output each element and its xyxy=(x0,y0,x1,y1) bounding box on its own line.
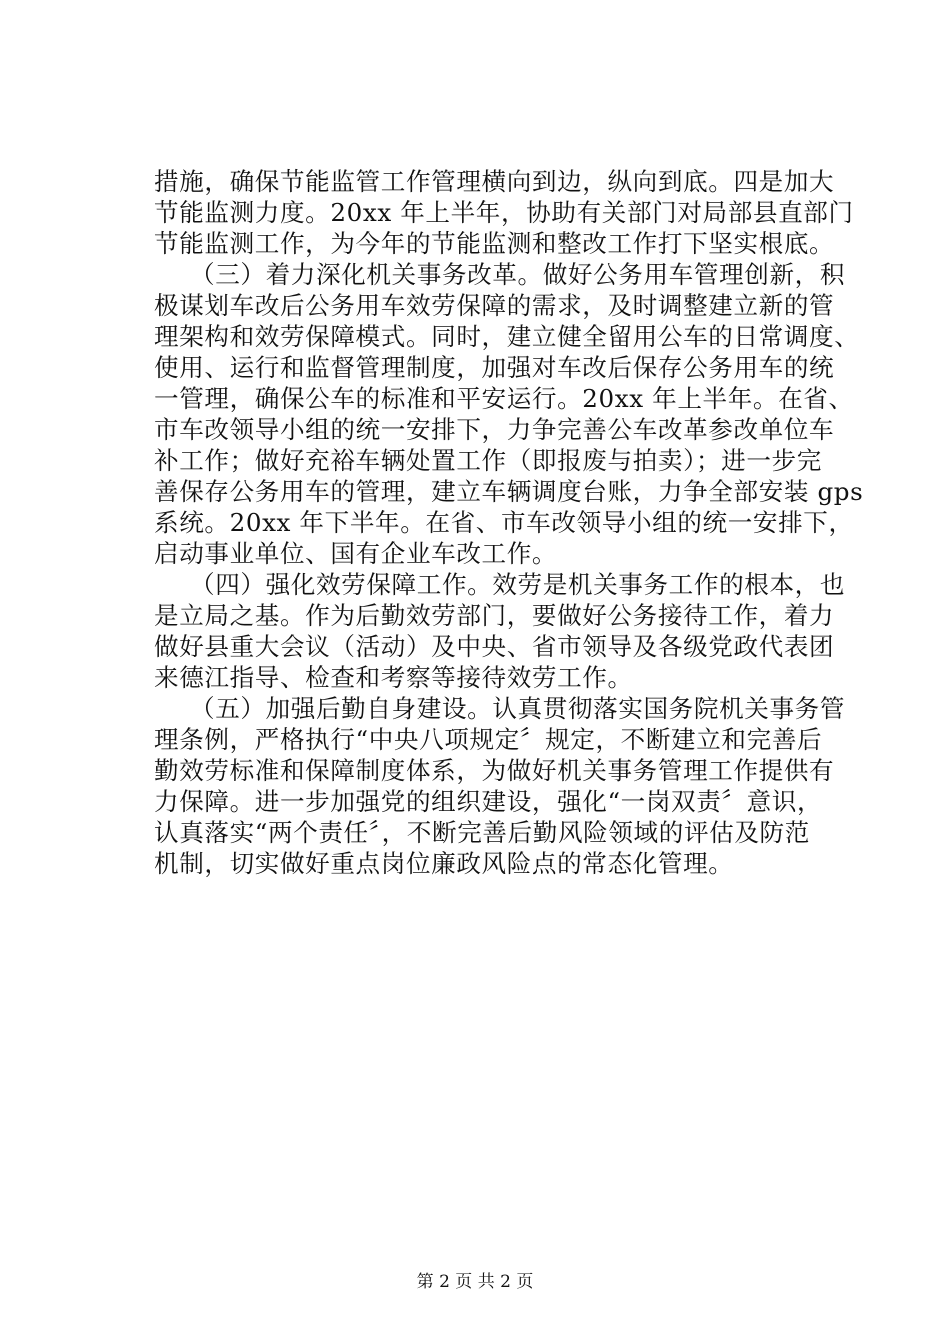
text-line: 使用、运行和监督管理制度，加强对车改后保存公务用车的统 xyxy=(154,353,835,382)
text-line: 补工作；做好充裕车辆处置工作（即报废与拍卖）；进一步完 xyxy=(154,446,822,475)
text-line: 力保障。进一步加强党的组织建设，强化“一岗双责〞意识， xyxy=(154,787,823,816)
text-line: 是立局之基。作为后勤效劳部门，要做好公务接待工作，着力 xyxy=(154,601,835,630)
text-line: 节能监测力度。20xx 年上半年，协助有关部门对局部县直部门 xyxy=(154,198,854,227)
text-line: 节能监测工作，为今年的节能监测和整改工作打下坚实根底。 xyxy=(154,229,835,258)
text-line: 来德江指导、检查和考察等接待效劳工作。 xyxy=(154,663,633,692)
page-number-footer: 第 2 页 共 2 页 xyxy=(416,1272,534,1292)
text-line: 勤效劳标准和保障制度体系，为做好机关事务管理工作提供有 xyxy=(154,756,835,785)
text-line: 启动事业单位、国有企业车改工作。 xyxy=(154,539,558,568)
section-five-heading-line: （五）加强后勤自身建设。认真贯彻落实国务院机关事务管 xyxy=(190,694,846,723)
text-line: 市车改领导小组的统一安排下，力争完善公车改革参改单位车 xyxy=(154,415,835,444)
text-line: 善保存公务用车的管理，建立车辆调度台账，力争全部安装 gps xyxy=(154,477,864,506)
section-four-heading-line: （四）强化效劳保障工作。效劳是机关事务工作的根本，也 xyxy=(190,570,846,599)
text-line: 理架构和效劳保障模式。同时，建立健全留用公车的日常调度、 xyxy=(154,322,860,351)
text-line: 认真落实“两个责任〞，不断完善后勤风险领域的评估及防范 xyxy=(154,818,810,847)
body-text xyxy=(154,166,864,879)
text-line: 做好县重大会议（活动）及中央、省市领导及各级党政代表团 xyxy=(154,632,835,661)
text-line: 一管理，确保公车的标准和平安运行。20xx 年上半年。在省、 xyxy=(154,384,854,413)
text-line: 理条例，严格执行“中央八项规定〞规定，不断建立和完善后 xyxy=(154,725,823,754)
text-line: 措施，确保节能监管工作管理横向到边，纵向到底。四是加大 xyxy=(154,167,835,196)
section-three-heading-line: （三）着力深化机关事务改革。做好公务用车管理创新，积 xyxy=(190,260,846,289)
text-line: 系统。20xx 年下半年。在省、市车改领导小组的统一安排下， xyxy=(154,508,854,537)
text-line: 机制，切实做好重点岗位廉政风险点的常态化管理。 xyxy=(154,849,734,878)
text-line: 极谋划车改后公务用车效劳保障的需求，及时调整建立新的管 xyxy=(154,291,835,320)
